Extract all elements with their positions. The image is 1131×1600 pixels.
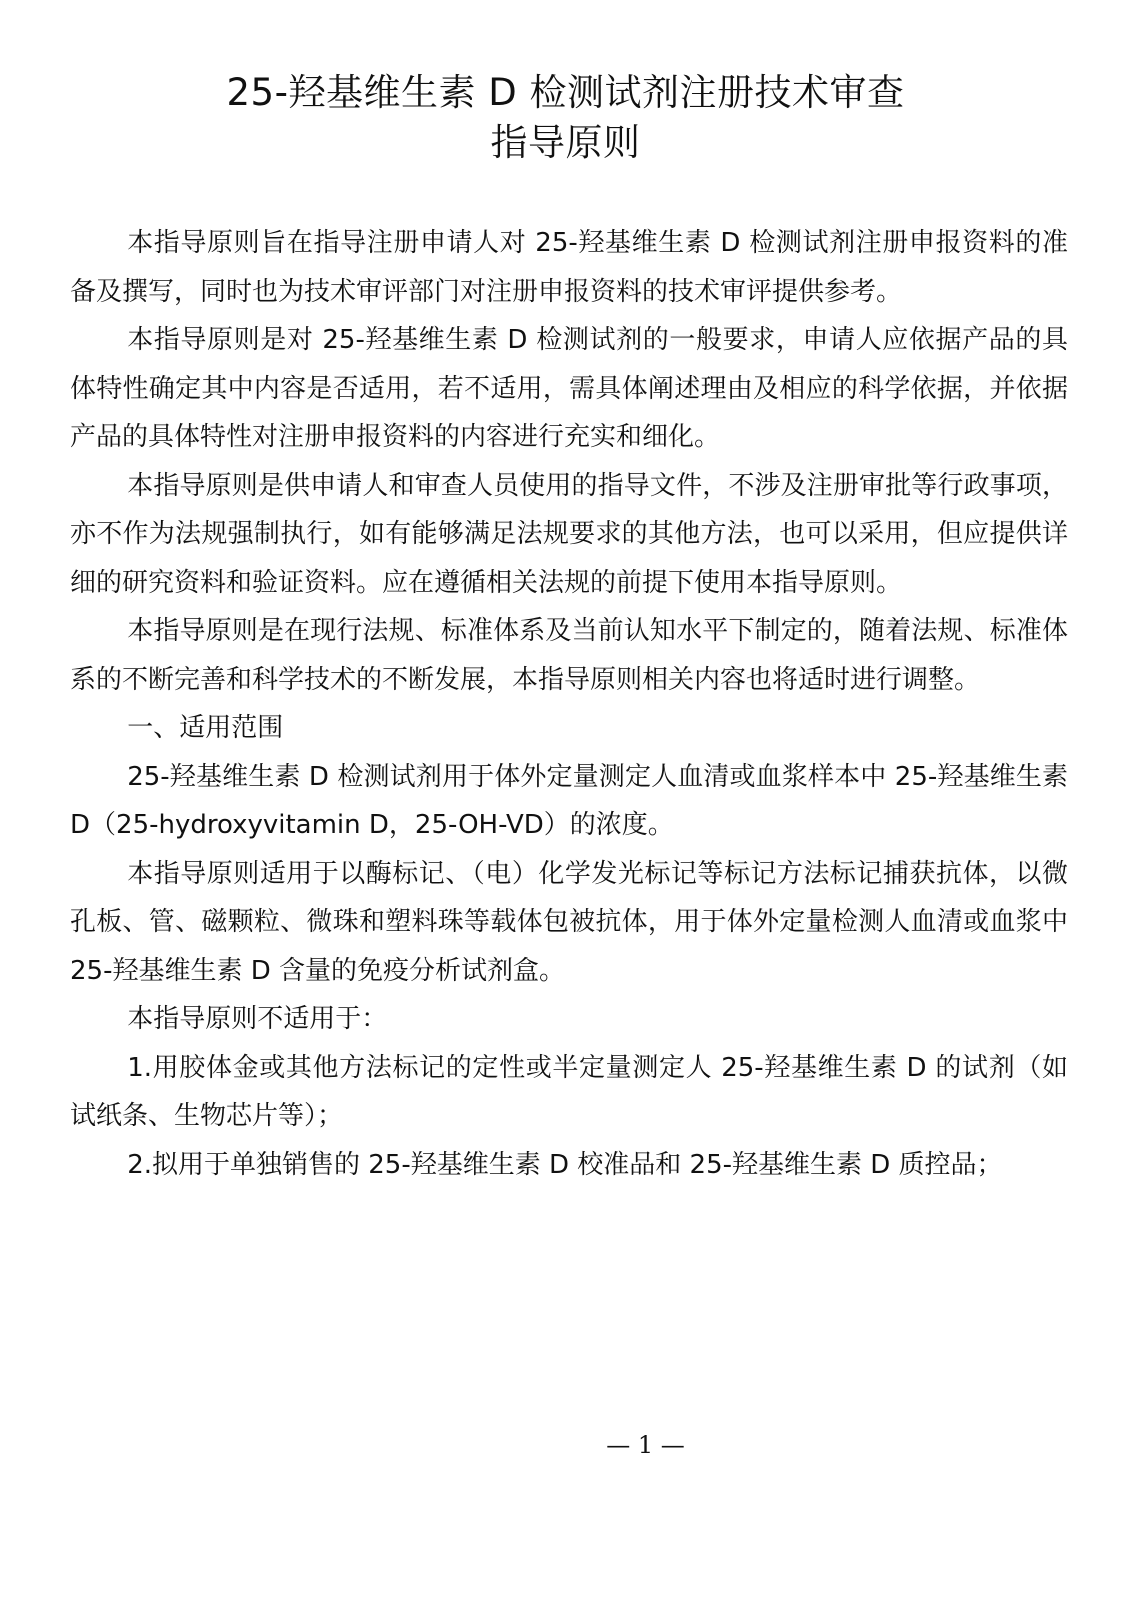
page-number: — 1 —: [606, 1431, 685, 1459]
paragraph-scope-definition: 25-羟基维生素 D 检测试剂用于体外定量测定人血清或血浆样本中 25-羟基维生素 D（25-hydroxyvitamin D，25-OH-VD）的浓度。: [70, 761, 1068, 840]
document-title: [0, 68, 1131, 168]
section-heading-scope: 一、适用范围: [127, 713, 284, 743]
document-body: [70, 219, 1068, 1189]
paragraph-scope-not-applicable: 本指导原则不适用于：: [127, 1004, 388, 1034]
paragraph-usage-scope: 本指导原则是供申请人和审查人员使用的指导文件，不涉及注册审批等行政事项，亦不作为法规强制执行，如有能够满足法规要求的其他方法，也可以采用，但应提供详细的研究资料和验证资料。应在遵循相关法规的前提下使用本指导原则。: [70, 470, 1068, 598]
title-line-1: 25-羟基维生素 D 检测试剂注册技术审查: [226, 71, 905, 114]
title-line-2: 指导原则: [490, 121, 641, 164]
list-item-exclusion-1: 1.用胶体金或其他方法标记的定性或半定量测定人 25-羟基维生素 D 的试剂（如试纸条、生物芯片等）；: [70, 1052, 1068, 1131]
paragraph-general-requirements: 本指导原则是对 25-羟基维生素 D 检测试剂的一般要求，申请人应依据产品的具体特性确定其中内容是否适用，若不适用，需具体阐述理由及相应的科学依据，并依据产品的具体特性对注册申报资料的内容进行充实和细化。: [70, 325, 1068, 452]
paragraph-purpose: 本指导原则旨在指导注册申请人对 25-羟基维生素 D 检测试剂注册申报资料的准备及撰写，同时也为技术审评部门对注册申报资料的技术审评提供参考。: [70, 228, 1068, 307]
paragraph-scope-applicable: 本指导原则适用于以酶标记、（电）化学发光标记等标记方法标记捕获抗体，以微孔板、管、磁颗粒、微珠和塑料珠等载体包被抗体，用于体外定量检测人血清或血浆中 25-羟基维生素 D 含量的免疫分析试剂盒。: [70, 858, 1068, 986]
paragraph-adjustment: 本指导原则是在现行法规、标准体系及当前认知水平下制定的，随着法规、标准体系的不断完善和科学技术的不断发展，本指导原则相关内容也将适时进行调整。: [70, 616, 1068, 695]
list-item-exclusion-2: 2.拟用于单独销售的 25-羟基维生素 D 校准品和 25-羟基维生素 D 质控品；: [127, 1149, 1003, 1180]
